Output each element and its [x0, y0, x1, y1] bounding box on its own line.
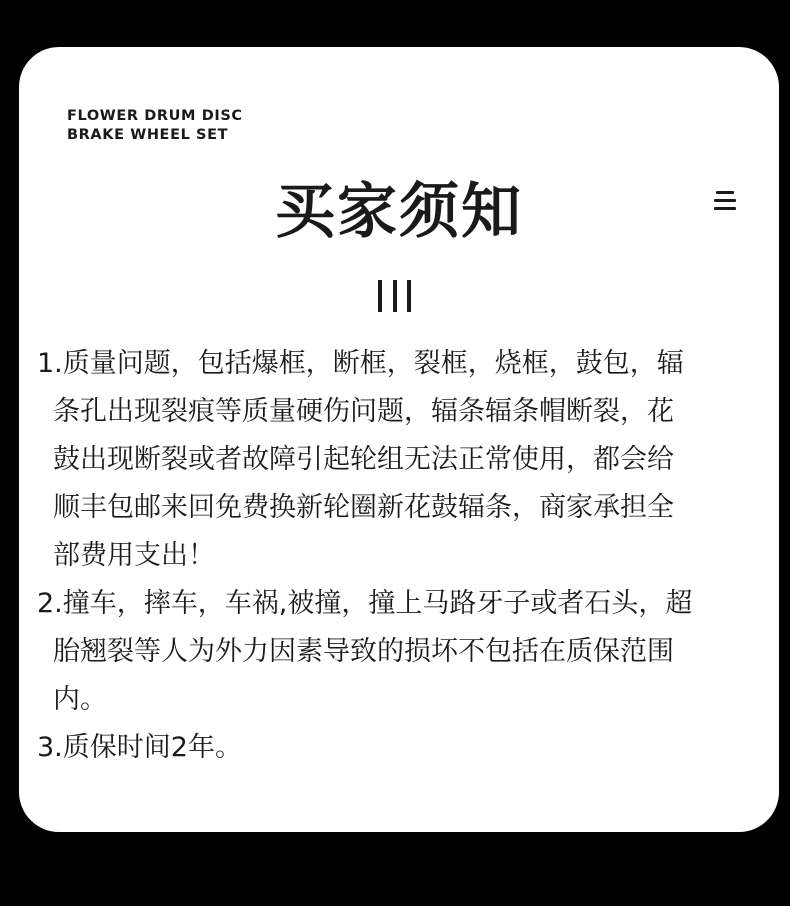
note-line: 鼓出现断裂或者故障引起轮组无法正常使用，都会给 — [53, 444, 674, 475]
page-title: 买家须知 — [275, 177, 523, 247]
menu-icon — [714, 191, 736, 211]
note-item — [37, 724, 767, 772]
caption-line-2: BRAKE WHEEL SET — [67, 127, 229, 143]
notes-list — [37, 340, 767, 772]
product-caption — [67, 107, 243, 145]
notice-card — [19, 47, 779, 832]
note-line: 1.质量问题，包括爆框，断框，裂框，烧框，鼓包，辐 — [37, 348, 684, 379]
note-line: 3.质保时间2年。 — [37, 732, 242, 763]
note-line: 部费用支出！ — [53, 540, 215, 571]
note-item — [37, 340, 767, 580]
note-line: 条孔出现裂痕等质量硬伤问题，辐条辐条帽断裂，花 — [53, 396, 674, 427]
note-item — [37, 580, 767, 724]
note-line: 顺丰包邮来回免费换新轮圈新花鼓辐条，商家承担全 — [53, 492, 674, 523]
caption-line-1: FLOWER DRUM DISC — [67, 108, 243, 124]
note-line: 内。 — [53, 684, 107, 715]
triple-bar-divider-icon — [378, 280, 414, 312]
note-line: 胎翘裂等人为外力因素导致的损坏不包括在质保范围 — [53, 636, 674, 667]
note-line: 2.撞车，摔车，车祸,被撞，撞上马路牙子或者石头，超 — [37, 588, 693, 619]
